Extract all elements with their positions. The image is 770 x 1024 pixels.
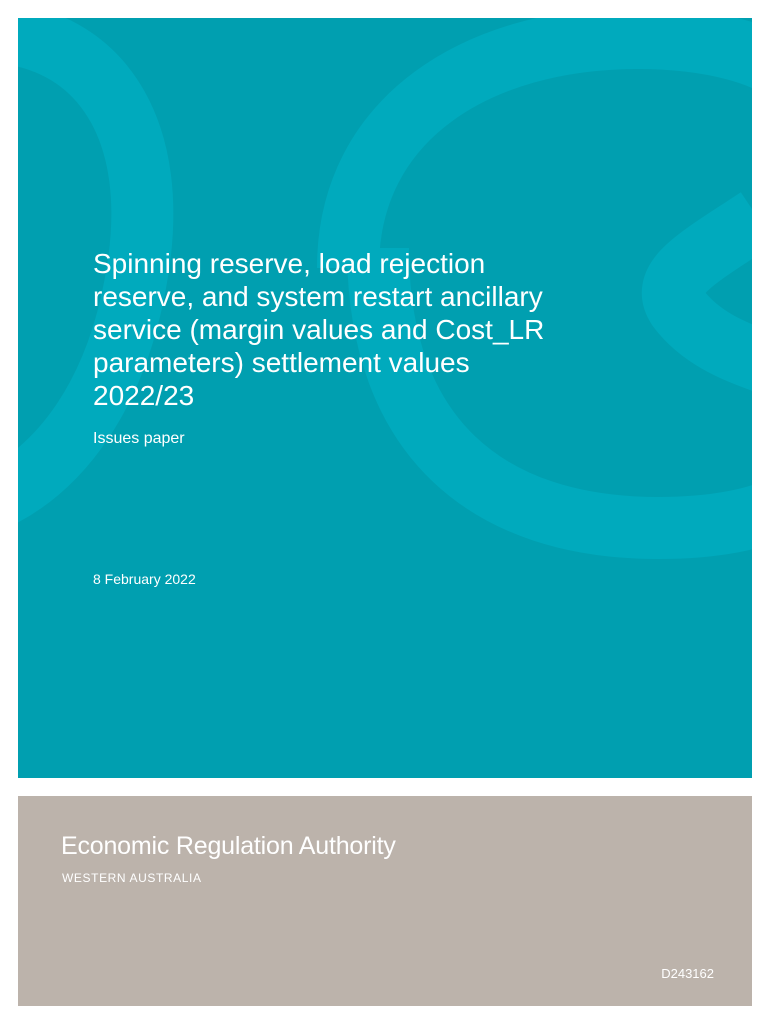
cover-panel: [18, 18, 752, 778]
publisher-band: [18, 796, 752, 1006]
document-subtitle: Issues paper: [93, 430, 185, 447]
publisher-region: WESTERN AUSTRALIA: [62, 871, 202, 885]
document-title: Spinning reserve, load rejection reserve, and system restart ancillary service (margin values and Cost_LR parameters) settlement values 2022/23: [93, 248, 545, 411]
publisher-name: Economic Regulation Authority: [61, 832, 396, 860]
document-id: D243162: [661, 966, 714, 981]
document-date: 8 February 2022: [93, 571, 196, 587]
decor-curve-right-arc: [673, 218, 752, 368]
